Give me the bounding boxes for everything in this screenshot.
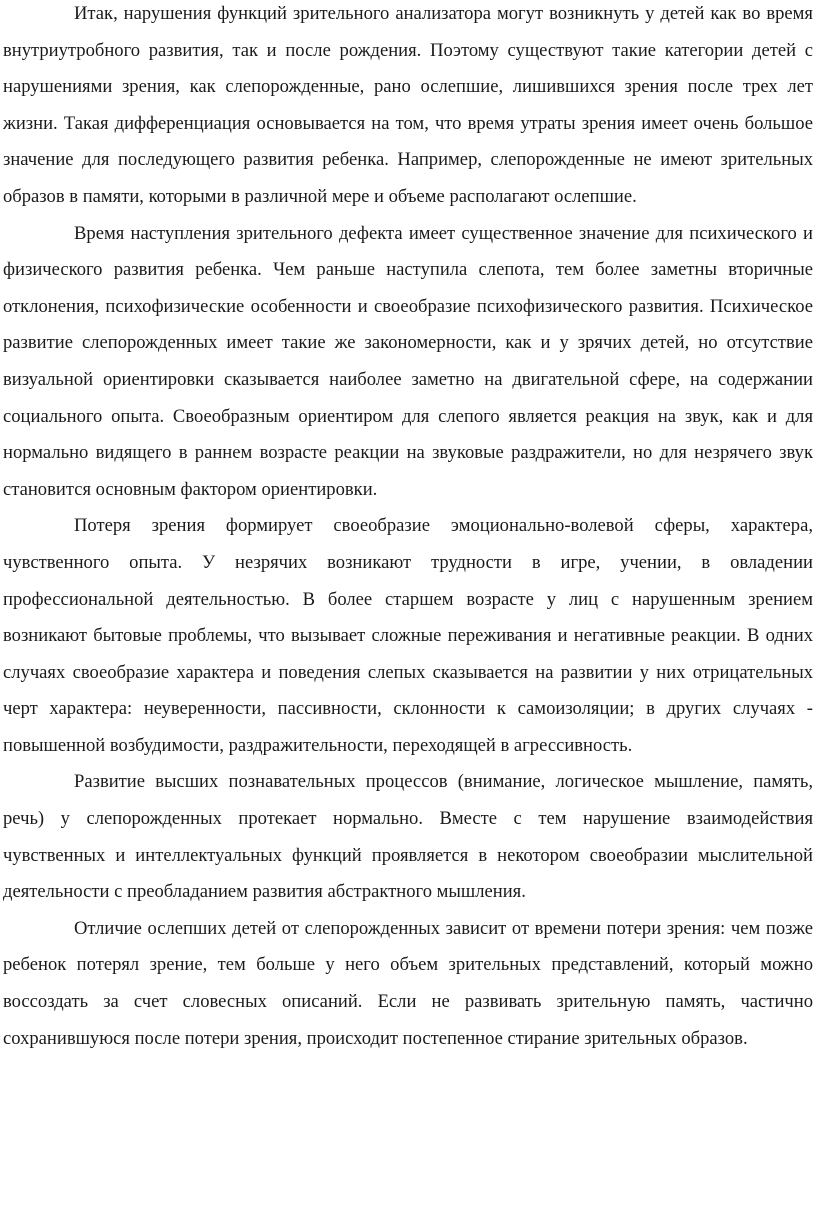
paragraph-4: Развитие высших познавательных процессов (внимание, логическое мышление, память, речь) у слепорожденных протекает нормально. Вместе с тем нарушение взаимодействия чувственных и интеллектуальных функций проявляется в некотором своеобразии мыслительной деятельности с преобладанием развития абстрактного мышления. (3, 771, 813, 903)
paragraph-1: Итак, нарушения функций зрительного анализатора могут возникнуть у детей как во время внутриутробного развития, так и после рождения. Поэтому существуют такие категории детей с нарушениями зрения, как слепорожденные, рано ослепшие, лишившихся зрения после трех лет жизни. Такая дифференциация основывается на том, что время утраты зрения имеет очень большое значение для последующего развития ребенка. Например, слепорожденные не имеют зрительных образов в памяти, которыми в различной мере и объеме располагают ослепшие. (3, 3, 813, 207)
paragraph-5: Отличие ослепших детей от слепорожденных зависит от времени потери зрения: чем позже ребенок потерял зрение, тем больше у него объем зрительных представлений, который можно воссоздать за счет словесных описаний. Если не развивать зрительную память, частично сохранившуюся после потери зрения, происходит постепенное стирание зрительных образов. (3, 917, 813, 1049)
document-body (3, 0, 813, 1057)
paragraph-2: Время наступления зрительного дефекта имеет существенное значение для психического и физического развития ребенка. Чем раньше наступила слепота, тем более заметны вторичные отклонения, психофизические особенности и своеобразие психофизического развития. Психическое развитие слепорожденных имеет такие же закономерности, как и у зрячих детей, но отсутствие визуальной ориентировки сказывается наиболее заметно на двигательной сфере, на содержании социального опыта. Своеобразным ориентиром для слепого является реакция на звук, как и для нормально видящего в раннем возрасте реакции на звуковые раздражители, но для незрячего звук становится основным фактором ориентировки. (3, 222, 813, 500)
paragraph-3: Потеря зрения формирует своеобразие эмоционально-волевой сферы, характера, чувственного опыта. У незрячих возникают трудности в игре, учении, в овладении профессиональной деятельностью. В более старшем возрасте у лиц с нарушенным зрением возникают бытовые проблемы, что вызывает сложные переживания и негативные реакции. В одних случаях своеобразие характера и поведения слепых сказывается на развитии у них отрицательных черт характера: неуверенности, пассивности, склонности к самоизоляции; в других случаях - повышенной возбудимости, раздражительности, переходящей в агрессивность. (3, 515, 813, 756)
